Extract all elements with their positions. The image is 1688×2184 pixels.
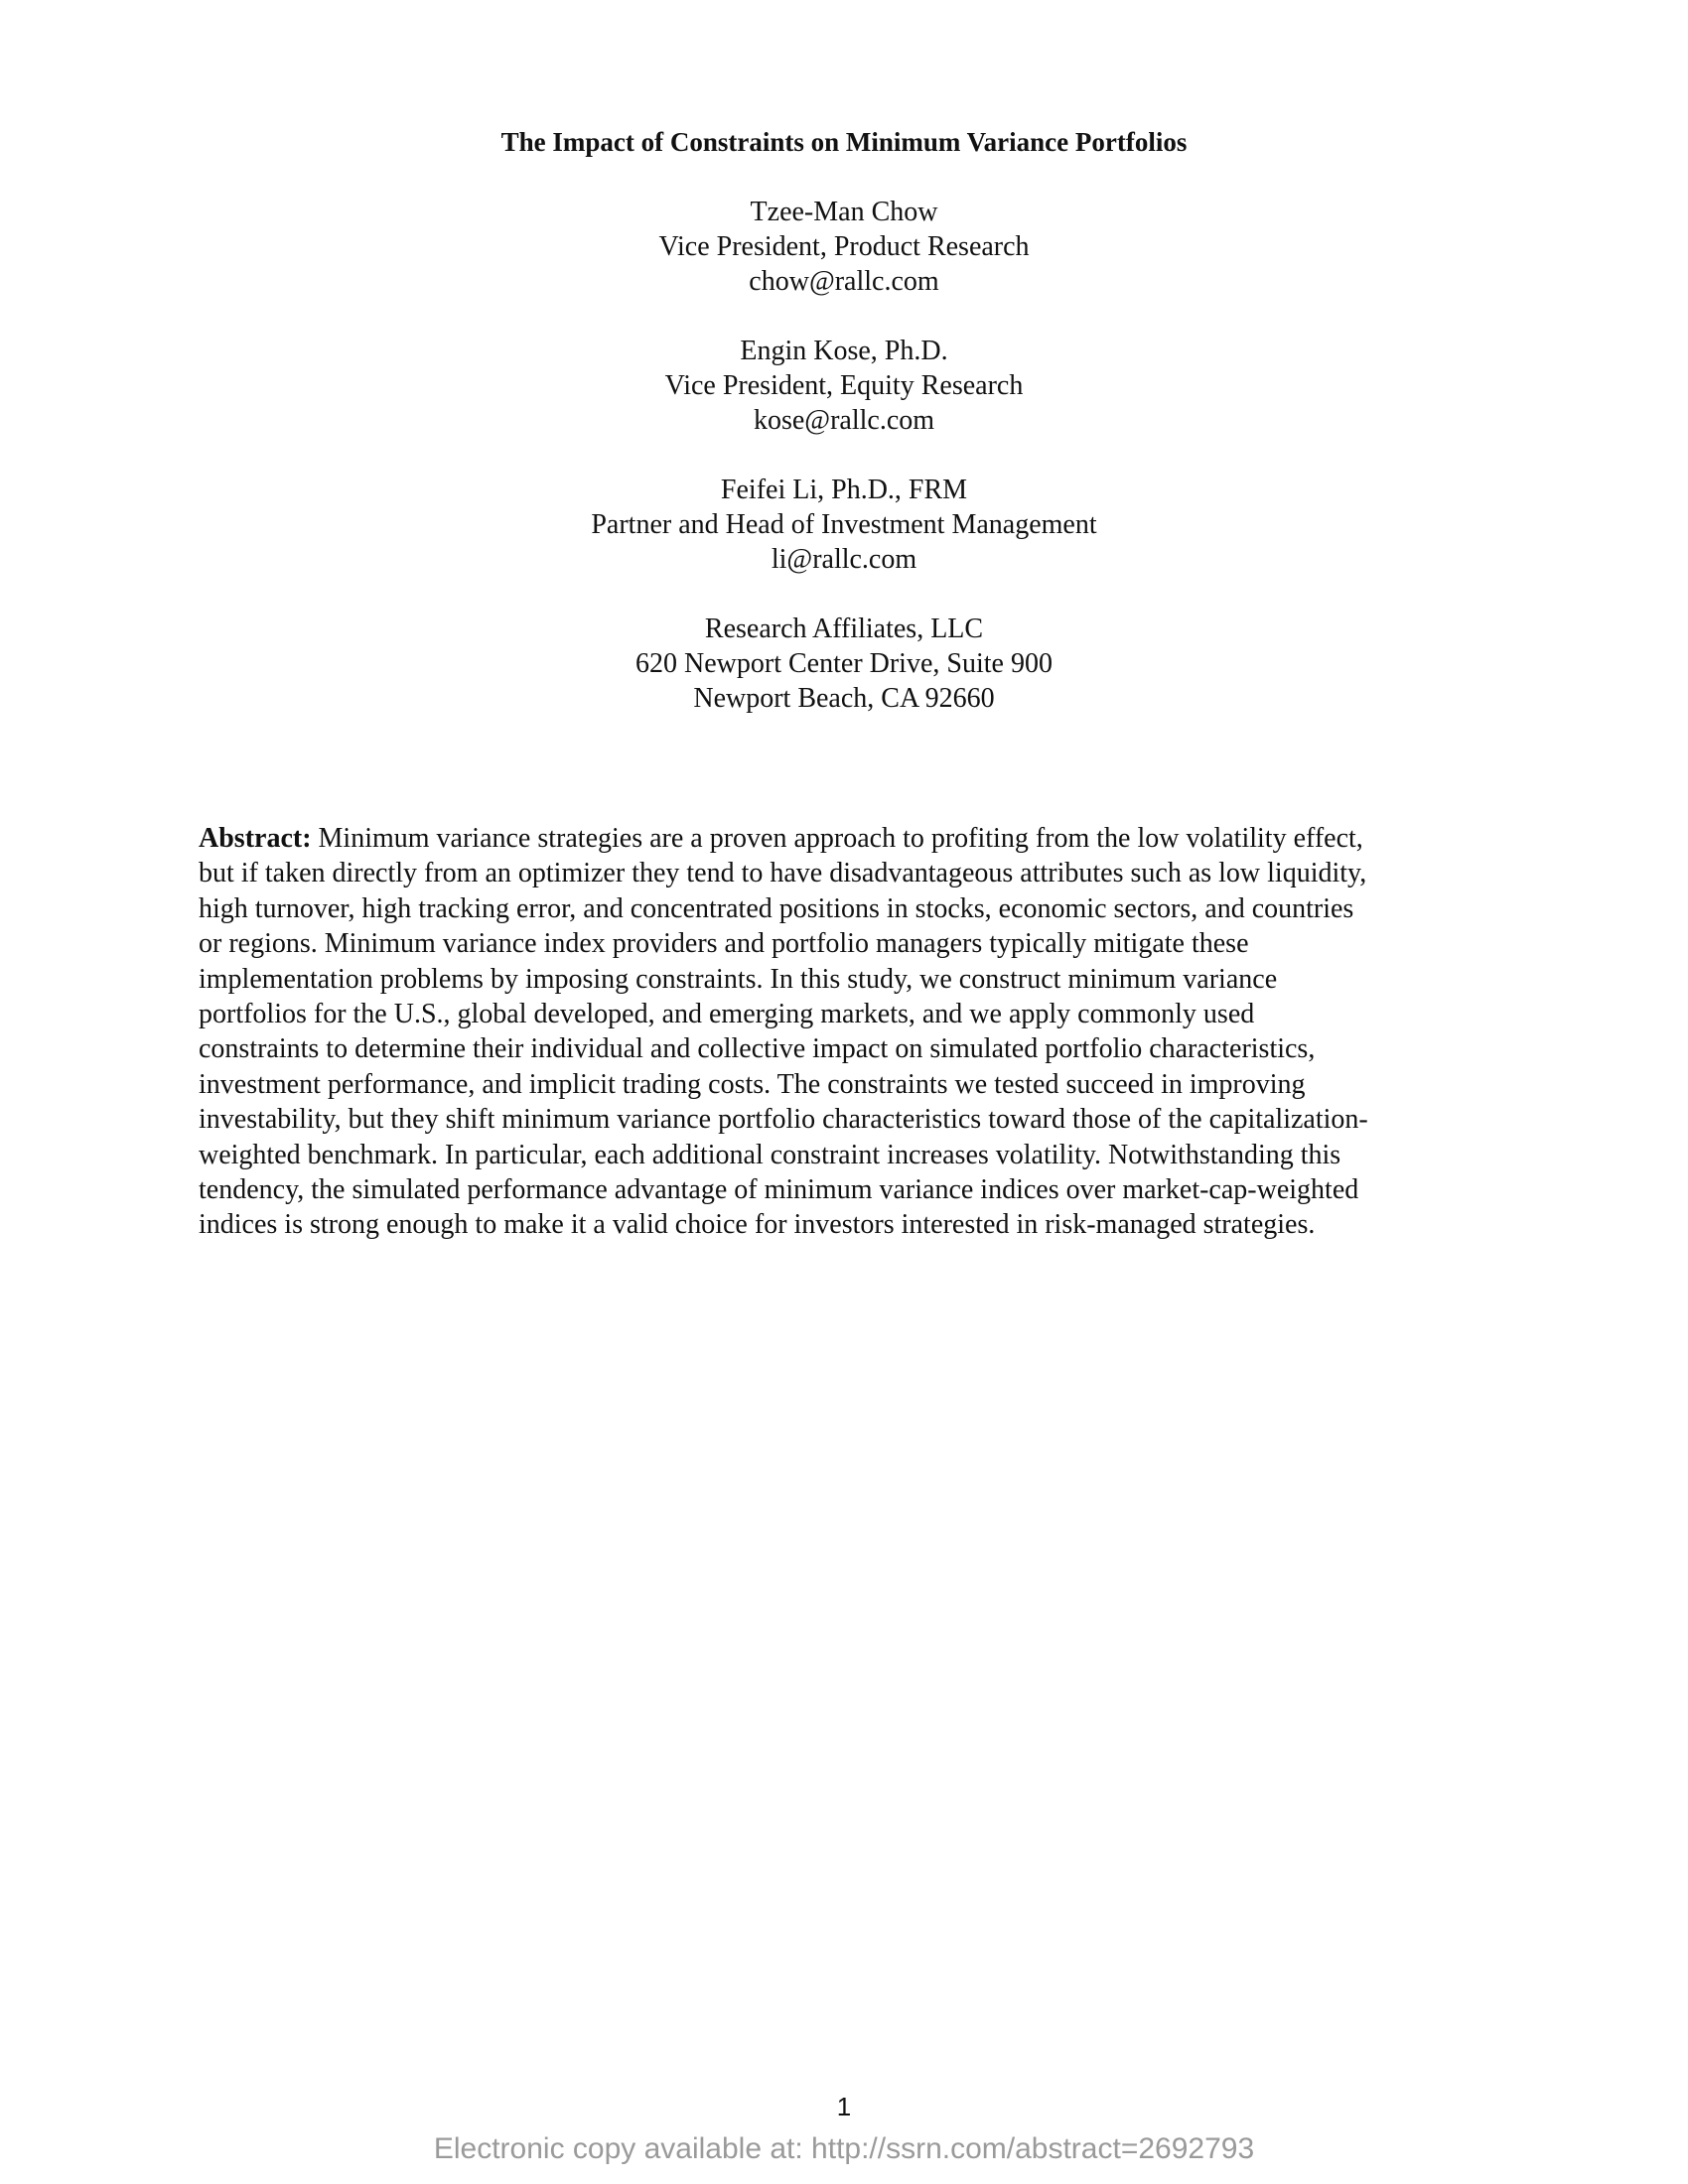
abstract-line: investability, but they shift minimum variance portfolio characteristics toward those of the capitalization- xyxy=(199,1104,1368,1136)
page-number: 1 xyxy=(836,2092,852,2121)
author-name: Engin Kose, Ph.D. xyxy=(740,336,948,366)
abstract-line: constraints to determine their individual and collective impact on simulated portfolio characteristics, xyxy=(199,1033,1316,1065)
abstract-line: but if taken directly from an optimizer they tend to have disadvantageous attributes such as low liquidity, xyxy=(199,858,1367,889)
abstract xyxy=(199,821,1489,1243)
affiliation-organization: Research Affiliates, LLC xyxy=(704,614,984,644)
author-block xyxy=(0,334,1688,438)
abstract-line: implementation problems by imposing constraints. In this study, we construct minimum variance xyxy=(199,963,1278,995)
abstract-line: weighted benchmark. In particular, each additional constraint increases volatility. Notwithstanding this xyxy=(199,1139,1341,1170)
abstract-line: tendency, the simulated performance advantage of minimum variance indices over market-cap-weighted xyxy=(199,1174,1359,1206)
author-name: Feifei Li, Ph.D., FRM xyxy=(720,475,968,505)
abstract-line: indices is strong enough to make it a valid choice for investors interested in risk-managed strategies. xyxy=(199,1209,1316,1241)
affiliation-block xyxy=(0,612,1688,716)
author-email: kose@rallc.com xyxy=(753,405,935,436)
affiliation-city: Newport Beach, CA 92660 xyxy=(693,683,995,714)
affiliation-street: 620 Newport Center Drive, Suite 900 xyxy=(635,648,1053,679)
author-email: li@rallc.com xyxy=(771,544,917,575)
paper-title: The Impact of Constraints on Minimum Variance Portfolios xyxy=(500,127,1188,157)
author-name: Tzee-Man Chow xyxy=(750,197,938,227)
abstract-line: high turnover, high tracking error, and concentrated positions in stocks, economic sectors, and countries xyxy=(199,892,1354,924)
author-block xyxy=(0,473,1688,577)
abstract-line xyxy=(199,821,1489,856)
author-position: Vice President, Product Research xyxy=(658,231,1030,262)
author-position: Partner and Head of Investment Management xyxy=(591,509,1097,540)
abstract-line: portfolios for the U.S., global developed, and emerging markets, and we apply commonly used xyxy=(199,999,1255,1030)
abstract-label: Abstract: xyxy=(199,823,312,854)
abstract-line: or regions. Minimum variance index providers and portfolio managers typically mitigate these xyxy=(199,928,1249,960)
abstract-line: investment performance, and implicit trading costs. The constraints we tested succeed in improving xyxy=(199,1068,1306,1100)
abstract-text: Minimum variance strategies are a proven approach to profiting from the low volatility effect, xyxy=(318,823,1363,854)
author-block xyxy=(0,195,1688,299)
author-position: Vice President, Equity Research xyxy=(664,370,1024,401)
ssrn-footer[interactable]: Electronic copy available at: http://ssrn.com/abstract=2692793 xyxy=(433,2132,1255,2165)
author-email: chow@rallc.com xyxy=(749,266,939,297)
